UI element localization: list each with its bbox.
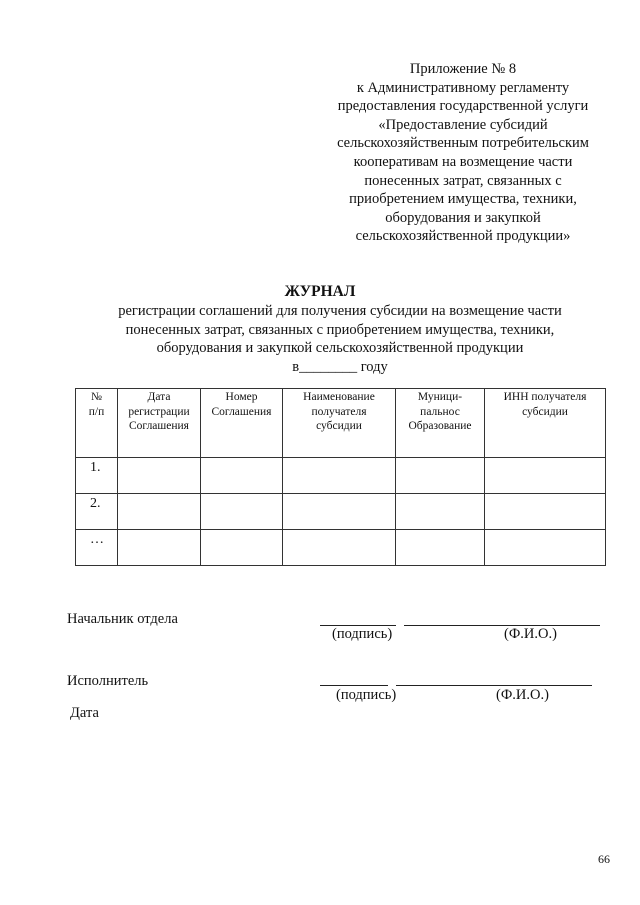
appendix-line: кооперативам на возмещение части: [353, 153, 573, 170]
head-name-caption: (Ф.И.О.): [504, 626, 557, 642]
table-cell: [283, 458, 396, 494]
appendix-line: Приложение № 8: [409, 61, 517, 77]
page-number: 66: [598, 852, 610, 866]
executor-name-caption: (Ф.И.О.): [496, 687, 549, 703]
journal-subtitle-line: понесенных затрат, связанных с приобретением имущества, техники,: [125, 321, 555, 338]
table-cell: [283, 494, 396, 530]
date-label: Дата: [70, 705, 99, 721]
header-number: № п/п: [76, 389, 118, 458]
header-inn: ИНН получателя субсидии: [485, 389, 606, 458]
journal-subtitle-line: оборудования и закупкой сельскохозяйственной продукции: [156, 340, 524, 356]
executor-label: Исполнитель: [67, 673, 149, 689]
journal-subtitle: [60, 302, 620, 376]
appendix-line: приобретением имущества, техники,: [349, 191, 577, 208]
table-cell: 2.: [76, 494, 118, 530]
appendix-line: сельскохозяйственной продукции»: [355, 228, 571, 245]
table-cell: [118, 458, 201, 494]
table-cell: [201, 458, 283, 494]
table-row: [76, 494, 606, 530]
appendix-header: [318, 60, 608, 246]
header-recipient-name: Наименование получателя субсидии: [283, 389, 396, 458]
table-cell: [485, 458, 606, 494]
table-cell: [396, 458, 485, 494]
table-cell: [201, 494, 283, 530]
header-registration-date: Дата регистрации Соглашения: [118, 389, 201, 458]
table-cell: 1.: [76, 458, 118, 494]
header-agreement-number: Номер Соглашения: [201, 389, 283, 458]
appendix-line: «Предоставление субсидий: [378, 116, 548, 133]
table-row: [76, 458, 606, 494]
table-cell: [283, 530, 396, 566]
executor-signature-caption: (подпись): [336, 687, 397, 703]
table-cell: …: [76, 530, 118, 566]
table-cell: [485, 494, 606, 530]
journal-subtitle-line: регистрации соглашений для получения субсидии на возмещение части: [118, 303, 562, 319]
table-cell: [201, 530, 283, 566]
head-name-line: [404, 625, 600, 626]
journal-year-line: в________ году: [292, 358, 388, 375]
table-cell: [485, 530, 606, 566]
table-cell: [396, 494, 485, 530]
table-cell: [118, 530, 201, 566]
head-of-department-label: Начальник отдела: [67, 611, 178, 627]
header-municipality: Муници- пальнос Образование: [396, 389, 485, 458]
table-cell: [396, 530, 485, 566]
table-header-row: [76, 389, 606, 458]
registration-table: [75, 388, 606, 566]
appendix-line: оборудования и закупкой: [385, 209, 541, 226]
table-row: [76, 530, 606, 566]
appendix-line: к Административному регламенту: [356, 79, 570, 96]
journal-title: ЖУРНАЛ: [284, 283, 356, 300]
appendix-line: предоставления государственной услуги: [337, 98, 589, 115]
executor-signature-line: [320, 685, 388, 686]
appendix-line: сельскохозяйственным потребительским: [337, 135, 589, 152]
executor-name-line: [396, 685, 592, 686]
head-signature-caption: (подпись): [332, 626, 393, 642]
table-cell: [118, 494, 201, 530]
appendix-line: понесенных затрат, связанных с: [364, 172, 562, 189]
